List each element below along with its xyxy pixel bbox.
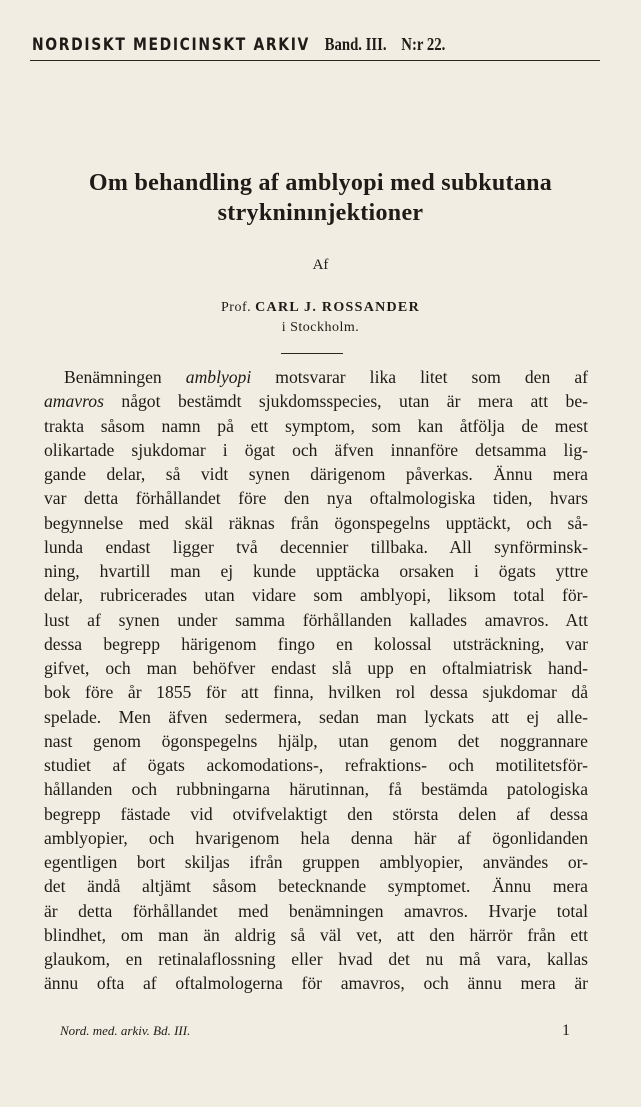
- body-line: glaukom, en retinalaflossning eller hvad det nu må vara, kallas: [44, 949, 588, 969]
- journal-name: NORDISKT MEDICINSKT ARKIV: [32, 35, 310, 55]
- page-footer: [60, 1023, 570, 1039]
- byline-af: Af: [312, 257, 329, 273]
- author-name: CARL J. ROSSANDER: [255, 300, 420, 315]
- header-rule: [30, 60, 600, 61]
- author-city: i Stockholm.: [281, 320, 360, 335]
- body-line: studiet af ögats ackomodations-, refraktions- och motilitetsför-: [44, 755, 588, 775]
- body-line: trakta såsom namn på ett symptom, som kan åtfölja de mest: [44, 415, 588, 436]
- page-number: 1: [562, 1022, 570, 1039]
- body-line: amavros något bestämdt sjukdomsspecies, utan är mera att be-: [44, 391, 588, 412]
- body-line: olikartade sjukdomar i ögat och äfven innanföre detsamma lig-: [44, 439, 588, 460]
- body-line: begrepp fästade vid otvifvelaktigt den största delen af dessa: [44, 803, 588, 824]
- title-separator: [281, 353, 343, 354]
- body-line: nast genom ögonspegelns hjälp, utan genom det noggrannare: [44, 730, 588, 751]
- body-line: delar, rubricerades utan vidare som amblyopi, liksom total för-: [44, 585, 588, 606]
- author-line: [0, 300, 641, 316]
- body-line: är detta förhållandet med benämningen amavros. Hvarje total: [44, 900, 588, 921]
- body-line: begynnelse med skäl räknas från ögonspegelns upptäckt, och så-: [44, 512, 588, 533]
- volume-label: Band. III.: [324, 34, 387, 54]
- body-line: hållanden och rubbningarna härutinnan, få bestämda patologiska: [44, 779, 588, 800]
- article-body: [44, 365, 588, 996]
- body-line: dessa begrepp härigenom fingo en kolossal utsträckning, var: [44, 633, 588, 654]
- body-line: gifvet, och man behöfver endast slå upp en oftalmiatrisk hand-: [44, 658, 588, 678]
- body-line: blindhet, om man än aldrig så väl vet, att den härrör från ett: [44, 924, 588, 945]
- body-line: lunda endast ligger två decennier tillbaka. All synförminsk-: [44, 536, 588, 557]
- body-line: det ändå altjämt såsom betecknande symptomet. Ännu mera: [44, 876, 588, 897]
- body-line: amblyopier, och hvarigenom hela denna här af ögonlidanden: [44, 827, 588, 848]
- article-title-line-2: strykninınjektioner: [217, 200, 424, 226]
- footer-citation: Nord. med. arkiv. Bd. III.: [60, 1023, 191, 1038]
- body-line: lust af synen under samma förhållanden kallades amavros. Att: [44, 609, 588, 630]
- body-line: ännu ofta af oftalmologerna för amavros, och ännu mera är: [44, 973, 588, 994]
- body-line: var detta förhållandet före den nya oftalmologiska tiden, hvars: [44, 488, 588, 509]
- article-title-line-1: Om behandling af amblyopi med subkutana: [88, 170, 553, 196]
- body-line: gande delar, så vidt synen därigenom påverkas. Ännu mera: [44, 464, 588, 484]
- body-line: Benämningen amblyopi motsvarar lika litet som den af: [64, 367, 588, 387]
- body-line: ning, hvartill man ej kunde upptäcka orsaken i ögats yttre: [44, 561, 588, 581]
- body-line: spelade. Men äfven sedermera, sedan man lyckats att ej alle-: [44, 706, 588, 727]
- body-line: egentligen bort skiljas ifrån gruppen amblyopier, användes or-: [44, 852, 588, 872]
- issue-number: N:r 22.: [401, 34, 446, 54]
- body-line: bok före år 1855 för att finna, hvilken rol dessa sjukdomar då: [44, 682, 588, 703]
- journal-header: [32, 34, 503, 55]
- author-title: Prof.: [221, 300, 252, 315]
